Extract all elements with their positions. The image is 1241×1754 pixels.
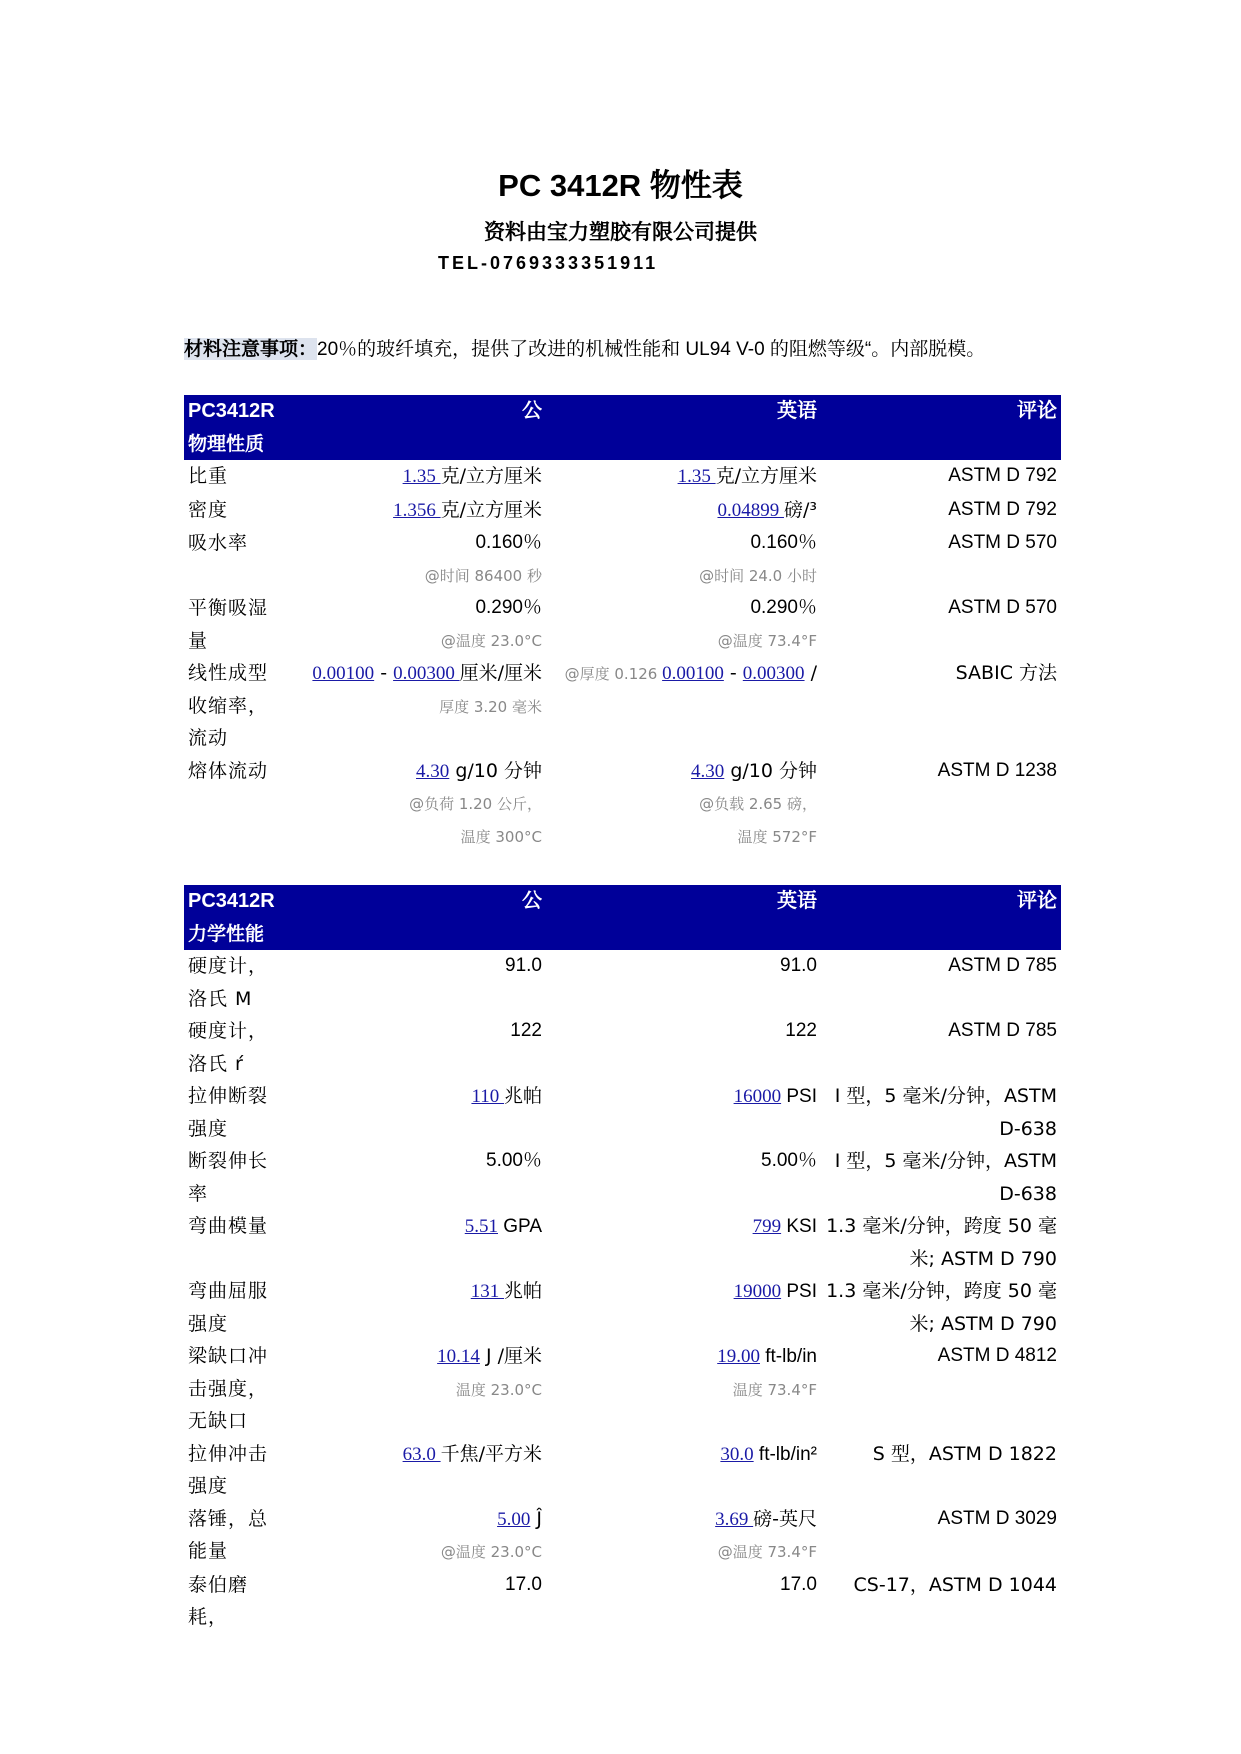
- property-name: 熔体流动: [188, 759, 269, 782]
- value-link[interactable]: 19.00: [717, 1346, 760, 1367]
- property-name: 硬度计，洛氏 M: [188, 955, 269, 1010]
- comment: SABIC 方法: [955, 662, 1057, 684]
- section-title: 物理性质: [184, 428, 1061, 461]
- english-value: 17.0: [780, 1573, 817, 1595]
- value-link[interactable]: 19000: [733, 1281, 782, 1302]
- value: 0.290％: [475, 597, 542, 618]
- property-name: 弯曲屈服强度: [188, 1280, 269, 1335]
- comment: ASTM D 1238: [937, 759, 1057, 781]
- value-link[interactable]: 0.04899: [717, 499, 784, 521]
- value-link[interactable]: 4.30: [691, 760, 725, 782]
- table-row: [184, 657, 1061, 755]
- value-link[interactable]: 16000: [733, 1086, 782, 1107]
- value-link[interactable]: 131: [470, 1281, 504, 1302]
- value-link[interactable]: 0.00100: [312, 663, 375, 684]
- condition: 温度 572°F: [737, 827, 817, 846]
- condition: @时间 86400 秒: [424, 566, 542, 585]
- comment: I 型，5 毫米/分钟，ASTM D-638: [834, 1150, 1057, 1205]
- english-value: 91.0: [780, 955, 817, 976]
- section-header: [184, 428, 1061, 461]
- value: 0.160％: [475, 532, 542, 553]
- property-name: 拉伸断裂强度: [188, 1085, 269, 1140]
- condition: @厚度 0.126: [564, 665, 663, 683]
- property-name: 吸水率: [188, 532, 249, 554]
- comment-header: 评论: [821, 885, 1061, 918]
- english-value: [546, 494, 821, 528]
- table-row: [184, 494, 1061, 528]
- english-value: [546, 755, 821, 854]
- condition: @温度 73.4°F: [717, 1543, 817, 1561]
- unit: 千焦/平方米: [440, 1442, 542, 1465]
- comment: ASTM D 3029: [937, 1507, 1057, 1529]
- unit: ft-lb/in: [759, 1346, 817, 1367]
- physical-properties-table: [184, 395, 1061, 853]
- unit: g/10 分钟: [724, 759, 817, 782]
- property-name: 梁缺口冲击强度，无缺口: [188, 1345, 269, 1432]
- comment: ASTM D 785: [948, 1020, 1057, 1041]
- metric-value: 122: [510, 1020, 542, 1041]
- condition: @温度 73.4°F: [717, 631, 817, 650]
- table-row: [184, 1080, 1061, 1145]
- value-link[interactable]: 5.00: [497, 1508, 531, 1530]
- metric-value: [291, 1275, 546, 1340]
- english-value: [546, 1340, 821, 1438]
- material-note-label: 材料注意事项：: [184, 338, 318, 360]
- metric-value: [291, 657, 546, 755]
- english-value: [546, 1080, 821, 1145]
- metric-value: [291, 527, 546, 592]
- condition: 厚度 3.20 毫米: [439, 697, 542, 716]
- unit: Ĵ: [530, 1507, 542, 1530]
- metric-value: [291, 1210, 546, 1275]
- property-name: 线性成型收缩率，流动: [188, 662, 269, 749]
- english-value: [546, 1503, 821, 1569]
- value-link[interactable]: 1.356: [393, 499, 441, 521]
- section-header: [184, 918, 1061, 951]
- range-dash: -: [723, 662, 743, 684]
- property-name: 断裂伸长率: [188, 1150, 269, 1205]
- value-link[interactable]: 0.00100: [662, 663, 724, 684]
- mechanical-properties-table: [184, 885, 1061, 1634]
- property-name: 硬度计，洛氏 ŕ: [188, 1020, 269, 1075]
- table-row: [184, 1145, 1061, 1210]
- metric-value: [291, 755, 546, 854]
- english-value: [546, 1210, 821, 1275]
- unit: ft-lb/in²: [753, 1443, 817, 1465]
- comment: I 型，5 毫米/分钟，ASTM D-638: [834, 1085, 1057, 1140]
- property-name: 落锤，总能量: [188, 1507, 269, 1562]
- grade-header: PC3412R: [184, 395, 291, 428]
- unit: g/10 分钟: [449, 759, 542, 782]
- table-row: [184, 950, 1061, 1015]
- unit: 克/立方厘米: [440, 465, 542, 487]
- english-value: [546, 592, 821, 657]
- unit: 兆帕: [503, 1085, 542, 1107]
- unit: GPA: [498, 1216, 542, 1237]
- table-row: [184, 592, 1061, 657]
- property-name: 弯曲模量: [188, 1215, 269, 1237]
- property-name: 平衡吸湿量: [188, 597, 269, 652]
- value-link[interactable]: 63.0: [402, 1443, 441, 1465]
- unit: 磅-英尺: [753, 1507, 817, 1530]
- condition: @时间 24.0 小时: [699, 566, 817, 585]
- table-row: [184, 755, 1061, 854]
- condition: 温度 23.0°C: [455, 1380, 542, 1399]
- table-row: [184, 1569, 1061, 1634]
- value: 0.290％: [750, 597, 817, 618]
- condition: @温度 23.0°C: [440, 631, 542, 650]
- metric-value: 91.0: [505, 955, 542, 976]
- condition: @温度 23.0°C: [440, 1543, 542, 1561]
- metric-value: 5.00％: [486, 1150, 542, 1171]
- value-link[interactable]: 0.00300: [393, 663, 460, 684]
- comment: ASTM D 792: [948, 465, 1057, 486]
- unit: /: [804, 662, 817, 684]
- page-subtitle: 资料由宝力塑胶有限公司提供: [484, 220, 757, 244]
- comment: ASTM D 785: [948, 955, 1057, 976]
- comment: ASTM D 570: [948, 532, 1057, 553]
- english-value: [546, 527, 821, 592]
- unit: 克/立方厘米: [715, 465, 817, 487]
- value-link[interactable]: 799: [752, 1216, 782, 1237]
- unit: 磅/³: [783, 498, 817, 521]
- material-note-text: 20％的玻纤填充，提供了改进的机械性能和 UL94 V-0 的阻燃等级“。内部脱模。: [317, 339, 986, 360]
- condition: 温度 300°C: [460, 827, 542, 846]
- value-link[interactable]: 3.69: [715, 1508, 754, 1530]
- table-row: [184, 460, 1061, 494]
- metric-value: [291, 1080, 546, 1145]
- value-link[interactable]: 0.00300: [742, 663, 805, 684]
- value-link[interactable]: 5.51: [464, 1216, 498, 1237]
- unit: 克/立方厘米: [440, 498, 542, 521]
- english-value: [546, 460, 821, 494]
- table-row: [184, 1275, 1061, 1340]
- metric-value: 17.0: [505, 1573, 542, 1595]
- english-value: [546, 1438, 821, 1503]
- metric-value: [291, 494, 546, 528]
- value-link[interactable]: 30.0: [720, 1443, 754, 1465]
- comment: ASTM D 4812: [937, 1345, 1057, 1366]
- comment: ASTM D 570: [948, 597, 1057, 618]
- property-name: 泰伯磨耗，: [188, 1573, 249, 1628]
- comment: ASTM D 792: [948, 498, 1057, 520]
- unit: 兆帕: [503, 1280, 542, 1302]
- condition: 温度 73.4°F: [732, 1380, 817, 1399]
- unit: PSI: [781, 1086, 817, 1107]
- english-value: 5.00％: [761, 1150, 817, 1171]
- table-row: [184, 1438, 1061, 1503]
- unit: 厘米/厘米: [459, 662, 542, 684]
- page-title: PC 3412R 物性表: [498, 168, 743, 203]
- table-row: [184, 1340, 1061, 1438]
- material-note: [184, 334, 985, 361]
- property-name: 拉伸冲击强度: [188, 1442, 269, 1497]
- comment: 1.3 毫米/分钟，跨度 50 毫米; ASTM D 790: [826, 1215, 1057, 1270]
- comment: CS-17，ASTM D 1044: [853, 1573, 1057, 1596]
- table-row: [184, 1210, 1061, 1275]
- table-row: [184, 1015, 1061, 1080]
- metric-value: [291, 1503, 546, 1569]
- value-link[interactable]: 110: [471, 1086, 504, 1107]
- english-value: [546, 657, 821, 755]
- value-link[interactable]: 10.14: [437, 1346, 480, 1367]
- metric-header: 公: [291, 885, 546, 918]
- value: 0.160％: [750, 532, 817, 553]
- section-title: 力学性能: [184, 918, 1061, 951]
- condition: @负载 2.65 磅，: [699, 795, 817, 813]
- value-link[interactable]: 1.35: [677, 466, 716, 487]
- metric-value: [291, 592, 546, 657]
- metric-value: [291, 1438, 546, 1503]
- property-name: 密度: [188, 498, 229, 521]
- english-header: 英语: [546, 885, 821, 918]
- metric-value: [291, 1340, 546, 1438]
- telephone: TEL-0769333351911: [438, 253, 659, 273]
- unit: J /厘米: [479, 1345, 542, 1367]
- table-header: [184, 395, 1061, 428]
- grade-header: PC3412R: [184, 885, 291, 918]
- metric-header: 公: [291, 395, 546, 428]
- property-name: 比重: [188, 465, 229, 487]
- table-row: [184, 527, 1061, 592]
- value-link[interactable]: 1.35: [402, 466, 441, 487]
- condition: @负荷 1.20 公斤，: [409, 795, 542, 813]
- comment-header: 评论: [821, 395, 1061, 428]
- unit: KSI: [781, 1216, 817, 1237]
- value-link[interactable]: 4.30: [416, 760, 450, 782]
- comment: S 型，ASTM D 1822: [872, 1442, 1057, 1465]
- english-value: [546, 1275, 821, 1340]
- english-header: 英语: [546, 395, 821, 428]
- table-header: [184, 885, 1061, 918]
- unit: PSI: [781, 1281, 817, 1302]
- comment: 1.3 毫米/分钟，跨度 50 毫米; ASTM D 790: [826, 1280, 1057, 1335]
- table-row: [184, 1503, 1061, 1569]
- english-value: 122: [785, 1020, 817, 1041]
- range-dash: -: [374, 662, 394, 684]
- metric-value: [291, 460, 546, 494]
